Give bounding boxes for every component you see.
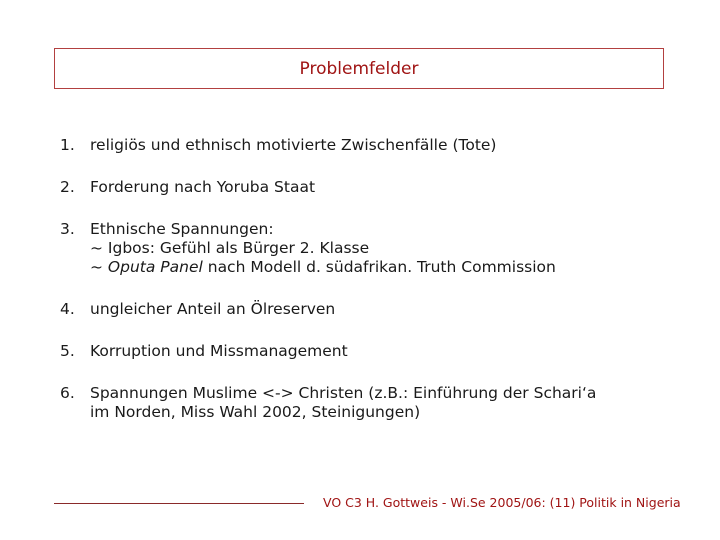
list-item <box>60 178 700 197</box>
item-number: 4. <box>60 300 75 318</box>
list-item <box>60 136 700 155</box>
list-item <box>60 384 700 422</box>
list-item <box>60 300 700 319</box>
item-number: 6. <box>60 384 75 402</box>
item-number: 1. <box>60 136 75 154</box>
item-number: 2. <box>60 178 75 196</box>
item-subline: ~ Igbos: Gefühl als Bürger 2. Klasse <box>90 239 370 257</box>
item-text: religiös und ethnisch motivierte Zwischenfälle (Tote) <box>90 136 497 154</box>
item-text: Forderung nach Yoruba Staat <box>90 178 316 196</box>
subline-suffix: nach Modell d. südafrikan. Truth Commission <box>202 258 556 276</box>
oputa-panel-italic: Oputa Panel <box>107 258 203 276</box>
problem-list <box>60 136 700 422</box>
subline-prefix: ~ <box>90 258 108 276</box>
title-box <box>54 48 664 89</box>
item-text: Ethnische Spannungen: <box>90 220 274 238</box>
item-number: 5. <box>60 342 75 360</box>
item-text: ungleicher Anteil an Ölreserven <box>90 300 336 318</box>
item-text: Korruption und Missmanagement <box>90 342 348 360</box>
slide-title: Problemfelder <box>299 58 419 79</box>
footer-divider <box>54 503 304 504</box>
item-text: Spannungen Muslime <-> Christen (z.B.: Einführung der Schari‘a <box>90 384 597 402</box>
list-item <box>60 342 700 361</box>
item-subline <box>90 258 700 277</box>
item-number: 3. <box>60 220 75 238</box>
list-item <box>60 220 700 277</box>
footer-caption: VO C3 H. Gottweis - Wi.Se 2005/06: (11) Politik in Nigeria <box>323 495 681 510</box>
item-subline: im Norden, Miss Wahl 2002, Steinigungen) <box>90 403 421 421</box>
